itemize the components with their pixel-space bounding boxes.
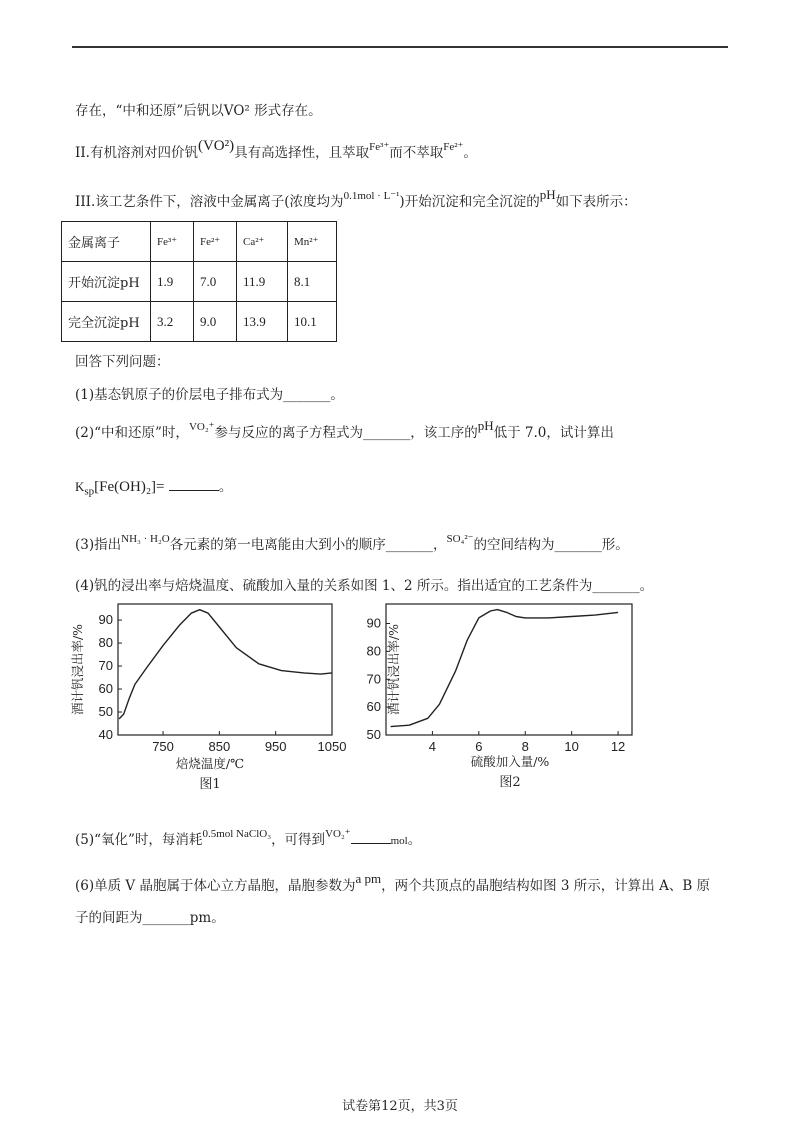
para-text: II.有机溶剂对四价钒: [75, 145, 198, 161]
formula: sp: [84, 485, 95, 498]
y-axis-label: 酒计钒浸出率/%: [386, 623, 401, 716]
para-text: 回答下列问题：: [75, 354, 170, 370]
formula: pH: [539, 187, 556, 202]
figure-2: [367, 604, 632, 790]
formula: NH₃ · H₂O: [121, 533, 170, 545]
para-text: ，可得到: [271, 832, 326, 848]
answer-blank[interactable]: [351, 831, 391, 844]
table-cell: 3.2: [151, 302, 194, 342]
y-tick-label: 80: [98, 635, 113, 651]
formula: Fe³⁺: [369, 141, 390, 153]
formula: Fe²⁺: [443, 141, 464, 153]
formula: K: [75, 479, 85, 494]
vo2-paren: (VO²): [197, 138, 235, 154]
table-cell: 8.1: [288, 262, 337, 302]
table-cell: 10.1: [288, 302, 337, 342]
y-tick-label: 50: [98, 704, 113, 720]
figure-caption: 图1: [199, 777, 221, 792]
table-cell: Fe²⁺: [194, 222, 237, 262]
y-axis-label: 酒计钒浸出率/%: [70, 623, 85, 716]
para-text: (6)单质 V 晶胞属于体心立方晶胞，晶胞参数为: [75, 878, 356, 894]
x-tick-label: 1050: [317, 739, 347, 754]
formula: a pm: [355, 871, 382, 886]
para-text: )开始沉淀和完全沉淀的: [399, 194, 540, 210]
para-text: 如下表所示：: [555, 194, 637, 210]
para-text: 具有高选择性，且萃取: [234, 145, 370, 161]
table-cell: Fe³⁺: [151, 222, 194, 262]
plot-frame: [386, 604, 632, 735]
para-text: (3)指出: [75, 537, 122, 553]
y-tick-label: 50: [366, 727, 381, 742]
table-cell: 13.9: [237, 302, 288, 342]
para-text: 而不萃取: [389, 145, 444, 161]
para-text: (4)钒的浸出率与焙烧温度、硫酸加入量的关系如图 1、2 所示。指出适宜的工艺条件为_______。: [75, 578, 654, 594]
y-tick-label: 60: [366, 699, 381, 715]
para-text: (1)基态钒原子的价层电子排布式为_______。: [75, 387, 344, 403]
question-5: [75, 828, 421, 848]
question-6-cont: [75, 906, 225, 926]
para-text: (5)“氧化”时，每消耗: [75, 832, 203, 848]
para-text: 各元素的第一电离能由大到小的顺序_______，: [169, 537, 447, 553]
question-6: [75, 871, 711, 894]
para-text: 子的间距为_______pm。: [75, 910, 225, 926]
series-line: [119, 610, 332, 719]
y-tick-label: 70: [98, 658, 113, 674]
table-cell: 金属离子: [62, 222, 151, 262]
x-tick-label: 10: [564, 739, 579, 754]
y-tick-label: 80: [366, 643, 381, 659]
formula: VO²: [202, 138, 230, 154]
x-tick-label: 750: [152, 739, 174, 754]
y-tick-label: 90: [98, 612, 113, 628]
para-text: 存在，“中和还原”后钒以VO² 形式存在。: [75, 103, 322, 119]
series-line: [391, 610, 618, 727]
x-tick-label: 6: [475, 739, 483, 754]
para-text: ，两个共顶点的晶胞结构如图 3 所示，计算出 A、B 原: [381, 878, 711, 894]
table-cell: 1.9: [151, 262, 194, 302]
figure-1: [70, 604, 346, 792]
table-cell: 完全沉淀pH: [62, 302, 151, 342]
table-cell: 11.9: [237, 262, 288, 302]
formula: SO₄²⁻: [446, 533, 474, 545]
x-axis-label: 焙烧温度/℃: [175, 756, 245, 771]
page-footer: 试卷第12页，共3页: [342, 1099, 458, 1114]
para-text: 。: [463, 145, 477, 161]
figure-caption: 图2: [499, 775, 521, 790]
para-text: III.该工艺条件下，溶液中金属离子(浓度均为: [75, 194, 344, 210]
para-text: 。: [218, 479, 233, 495]
y-tick-label: 90: [366, 615, 381, 631]
x-tick-label: 12: [610, 739, 626, 754]
formula: pH: [477, 418, 494, 433]
y-tick-label: 70: [366, 671, 381, 687]
table-cell: Mn²⁺: [288, 222, 337, 262]
formula: 0.5mol NaClO₃: [202, 828, 272, 840]
x-tick-label: 8: [521, 739, 529, 754]
para-text: 参与反应的离子方程式为_______，该工序的: [214, 425, 478, 441]
formula: VO₂⁺: [325, 828, 351, 840]
x-tick-label: 850: [208, 739, 231, 754]
formula: [Fe(OH)₂]=: [94, 479, 165, 495]
formula: VO₂⁺: [188, 421, 215, 433]
para-text: 。: [407, 832, 422, 848]
para-text: 低于 7.0，试计算出: [493, 425, 614, 441]
formula: 0.1mol · L⁻¹: [343, 190, 400, 202]
formula: mol: [390, 835, 408, 847]
table-cell: Ca²⁺: [237, 222, 288, 262]
y-tick-label: 60: [98, 681, 113, 697]
x-tick-label: 950: [264, 739, 287, 754]
x-axis-label: 硫酸加入量/%: [470, 754, 550, 769]
y-tick-label: 40: [98, 727, 113, 742]
x-tick-label: 4: [428, 739, 437, 754]
table-cell: 开始沉淀pH: [62, 262, 151, 302]
para-text: 的空间结构为_______形。: [473, 537, 629, 553]
para-text: (2)“中和还原”时，: [75, 425, 189, 441]
table-cell: 9.0: [194, 302, 237, 342]
table-cell: 7.0: [194, 262, 237, 302]
plot-frame: [118, 604, 332, 735]
